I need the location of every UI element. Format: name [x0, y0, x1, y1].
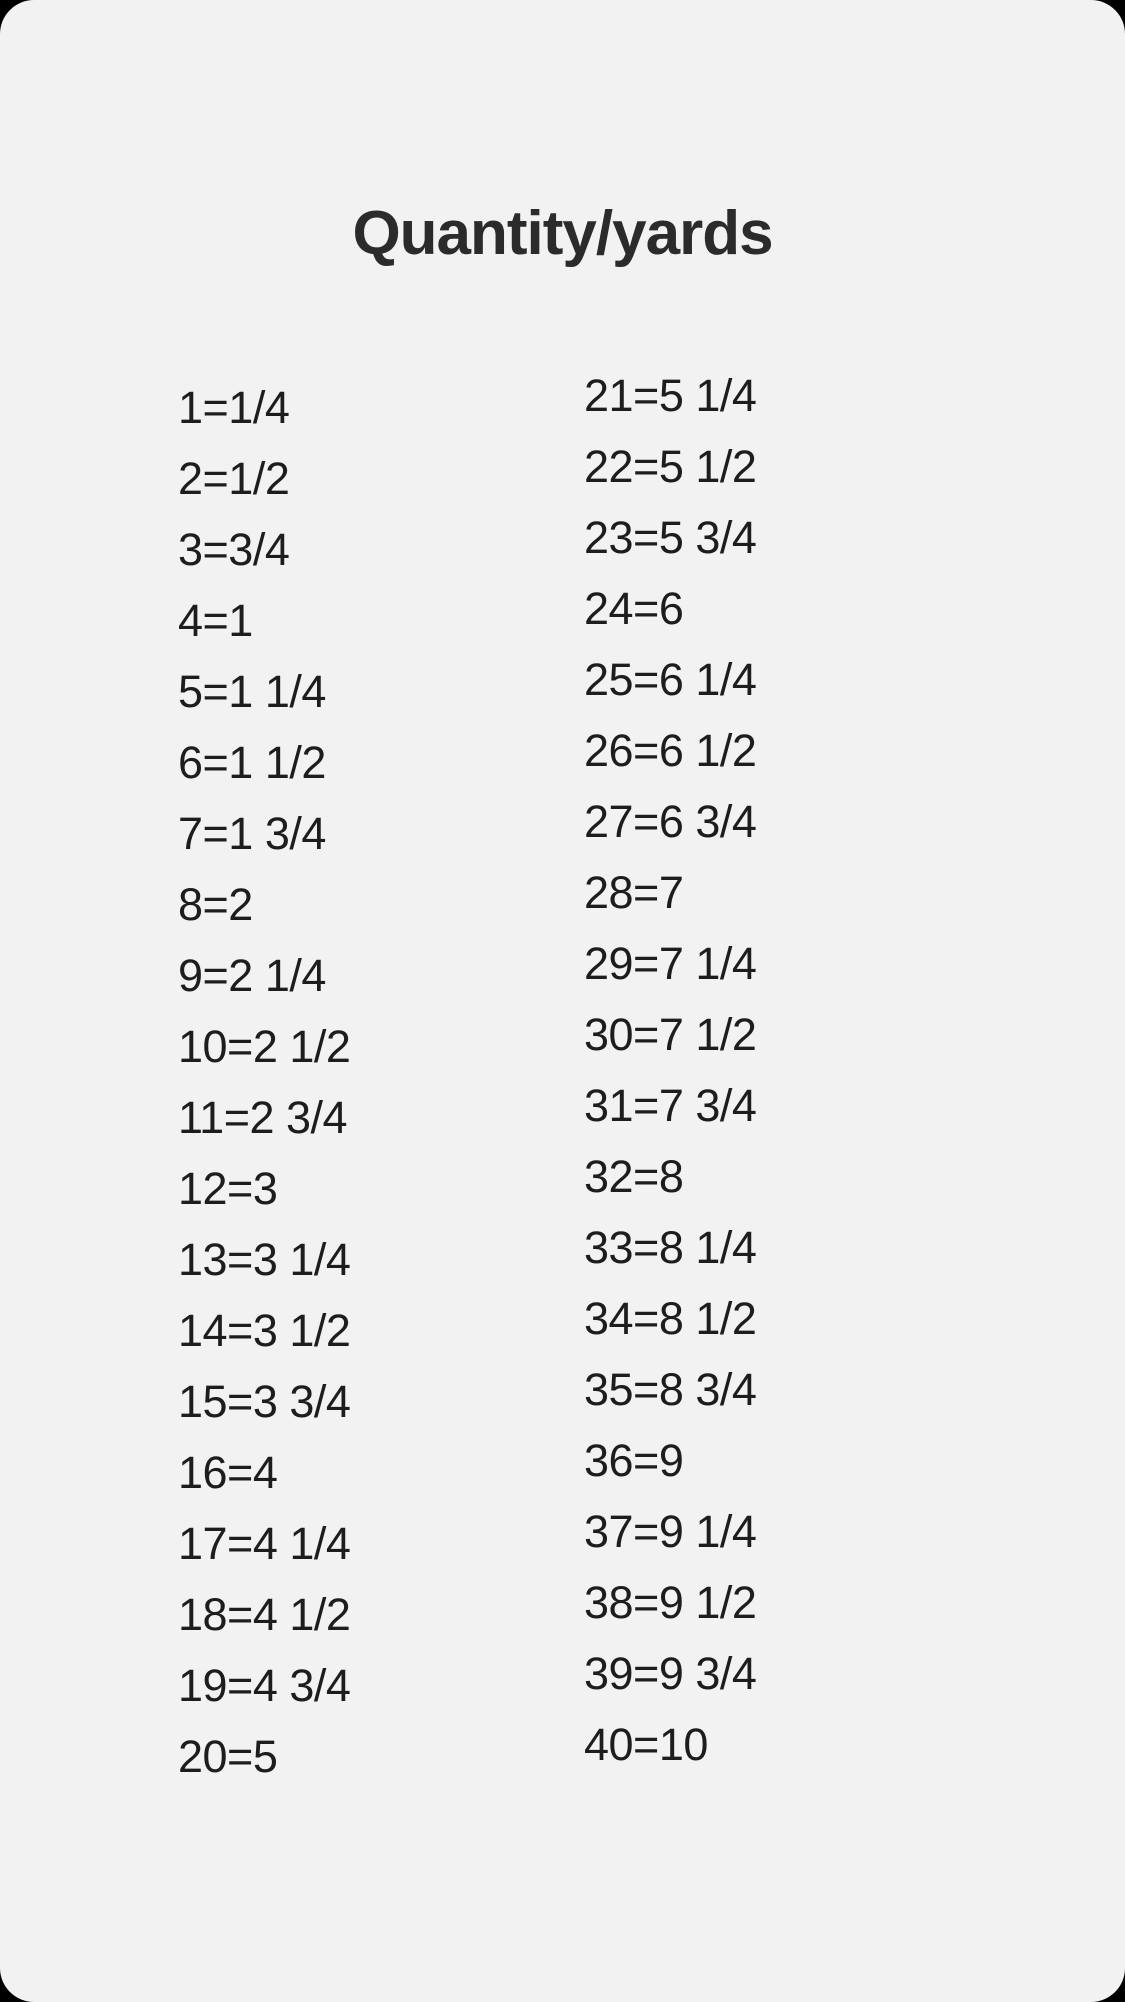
- list-item: 39=9 3/4: [584, 1648, 757, 1699]
- list-item: 26=6 1/2: [584, 725, 757, 776]
- conversion-column-right: [584, 360, 984, 1792]
- list-item: 33=8 1/4: [584, 1222, 757, 1273]
- list-item: 36=9: [584, 1435, 684, 1486]
- list-item: 23=5 3/4: [584, 512, 757, 563]
- list-item: 29=7 1/4: [584, 938, 757, 989]
- list-item: 16=4: [178, 1447, 278, 1498]
- list-item: 37=9 1/4: [584, 1506, 757, 1557]
- list-item: 24=6: [584, 583, 684, 634]
- list-item: 11=2 3/4: [178, 1092, 348, 1143]
- conversion-column-left: [178, 360, 578, 1792]
- list-item: 28=7: [584, 867, 684, 918]
- list-item: 22=5 1/2: [584, 441, 757, 492]
- list-item: 17=4 1/4: [178, 1518, 351, 1569]
- list-item: 38=9 1/2: [584, 1577, 757, 1628]
- list-item: 19=4 3/4: [178, 1660, 351, 1711]
- list-item: 30=7 1/2: [584, 1009, 757, 1060]
- list-item: 20=5: [178, 1731, 278, 1782]
- list-item: 10=2 1/2: [178, 1021, 351, 1072]
- list-item: 13=3 1/4: [178, 1234, 351, 1285]
- list-item: 6=1 1/2: [178, 737, 326, 788]
- list-item: 35=8 3/4: [584, 1364, 757, 1415]
- list-item: 27=6 3/4: [584, 796, 757, 847]
- conversion-list: [0, 360, 1125, 1792]
- list-item: 12=3: [178, 1163, 278, 1214]
- list-item: 31=7 3/4: [584, 1080, 757, 1131]
- list-item: 15=3 3/4: [178, 1376, 351, 1427]
- list-item: 25=6 1/4: [584, 654, 757, 705]
- list-item: 34=8 1/2: [584, 1293, 757, 1344]
- list-item: 21=5 1/4: [584, 370, 757, 421]
- list-item: 1=1/4: [178, 382, 290, 433]
- list-item: 3=3/4: [178, 524, 290, 575]
- list-item: 5=1 1/4: [178, 666, 326, 717]
- list-item: 40=10: [584, 1719, 708, 1770]
- list-item: 9=2 1/4: [178, 950, 326, 1001]
- list-item: 8=2: [178, 879, 253, 930]
- list-item: 4=1: [178, 595, 253, 646]
- list-item: 18=4 1/2: [178, 1589, 351, 1640]
- list-item: 32=8: [584, 1151, 684, 1202]
- page-title: Quantity/yards: [352, 199, 773, 268]
- list-item: 7=1 3/4: [178, 808, 326, 859]
- list-item: 2=1/2: [178, 453, 290, 504]
- list-item: 14=3 1/2: [178, 1305, 351, 1356]
